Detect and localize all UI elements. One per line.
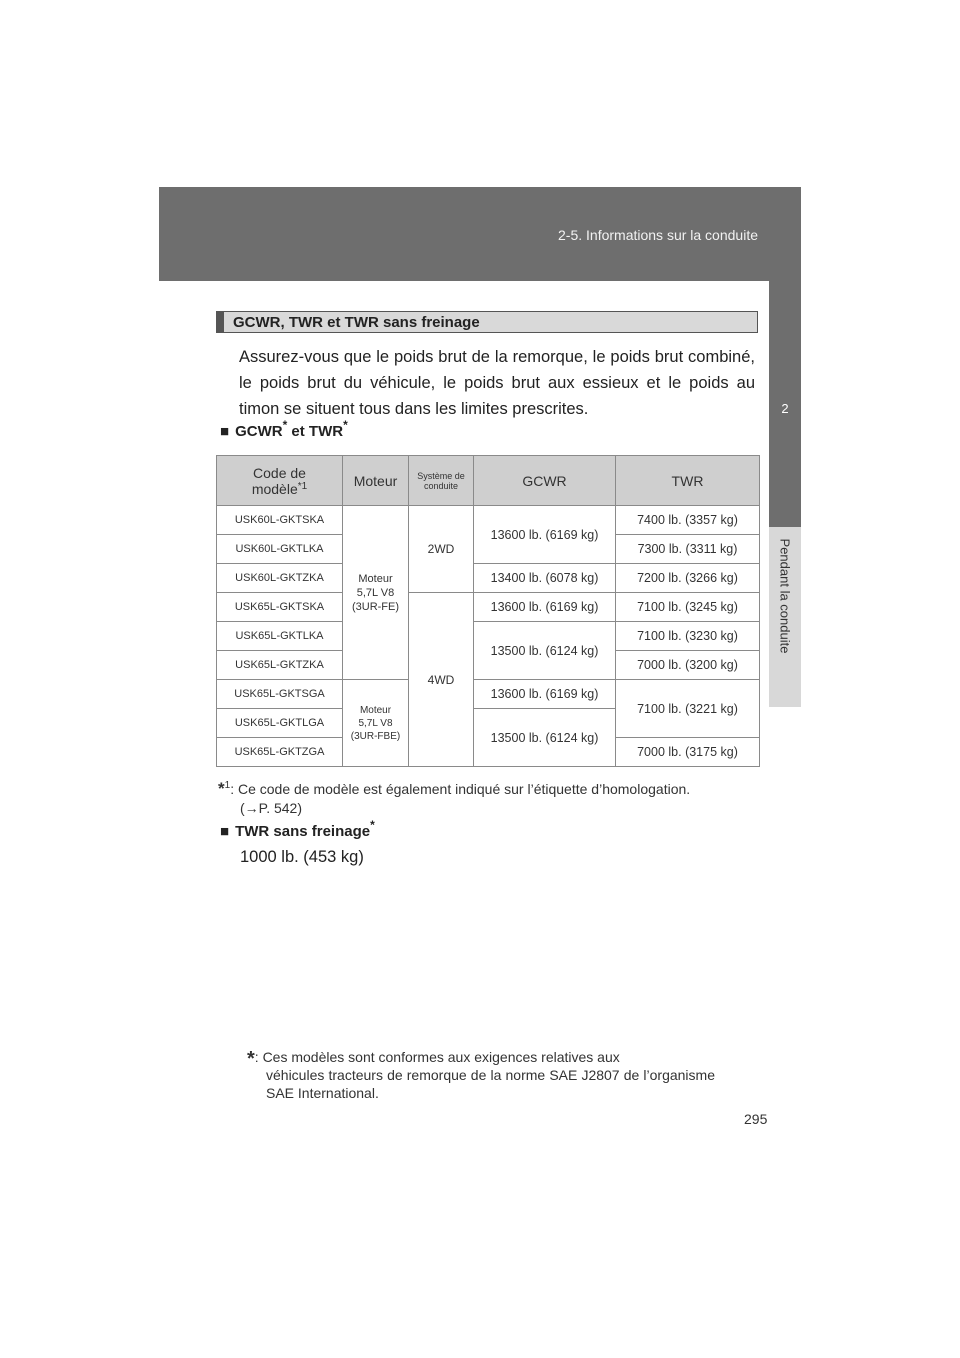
drive-cell: 4WD	[409, 593, 474, 767]
engine-line: (3UR-FE)	[351, 600, 400, 613]
engine-cell	[343, 506, 409, 680]
footnote-model-code	[218, 780, 758, 817]
engine-line: Moteur	[358, 572, 393, 585]
header-twr: TWR	[616, 456, 760, 506]
header-model-code-sup: *1	[297, 480, 308, 492]
subheading-text: TWR sans freinage	[235, 823, 371, 840]
footnote-sup: 1	[224, 780, 231, 791]
drive-cell: 2WD	[409, 506, 474, 593]
intro-paragraph: Assurez-vous que le poids brut de la remorque, le poids brut combiné, le poids brut du véhicule, le poids brut aux essieux et le poids au timon se situent tous dans les limites prescrites.	[239, 348, 755, 418]
gcwr-cell: 13600 lb. (6169 kg)	[474, 680, 616, 709]
model-code-cell: USK65L-GKTZKA	[217, 651, 343, 680]
model-code-cell: USK65L-GKTSKA	[217, 593, 343, 622]
header-model-code	[217, 456, 343, 506]
model-code-cell: USK60L-GKTZKA	[217, 564, 343, 593]
twr-cell: 7300 lb. (3311 kg)	[616, 535, 760, 564]
model-code-cell: USK60L-GKTLKA	[217, 535, 343, 564]
engine-cell	[343, 680, 409, 767]
engine-line: 5,7L V8	[358, 717, 393, 729]
gcwr-cell: 13400 lb. (6078 kg)	[474, 564, 616, 593]
engine-line: 5,7L V8	[356, 586, 395, 599]
page-reference-link[interactable]: (→P. 542)	[240, 800, 302, 816]
square-bullet-icon: ■	[220, 423, 230, 440]
header-model-code-line1: Code de	[253, 464, 306, 481]
gcwr-cell: 13500 lb. (6124 kg)	[474, 622, 616, 680]
section-title: GCWR, TWR et TWR sans freinage	[233, 314, 480, 331]
engine-line: Moteur	[359, 704, 392, 716]
chapter-tab-label: Pendant la conduite	[777, 538, 793, 654]
header-band	[159, 187, 801, 281]
twr-cell: 7400 lb. (3357 kg)	[616, 506, 760, 535]
subheading-gcwr-twr	[220, 418, 348, 440]
header-engine: Moteur	[343, 456, 409, 506]
model-code-cell: USK65L-GKTLGA	[217, 709, 343, 738]
header-model-code-line2: modèle	[251, 480, 298, 497]
asterisk-mark: *	[370, 818, 375, 832]
chapter-tab	[769, 281, 801, 527]
asterisk-mark: *	[218, 779, 225, 798]
twr-cell: 7000 lb. (3175 kg)	[616, 738, 760, 767]
twr-cell: 7100 lb. (3221 kg)	[616, 680, 760, 738]
table-row	[217, 593, 760, 622]
unbraked-twr-value: 1000 lb. (453 kg)	[240, 848, 364, 866]
table-row	[217, 506, 760, 535]
asterisk-mark: *	[343, 418, 348, 432]
twr-cell: 7100 lb. (3230 kg)	[616, 622, 760, 651]
note-text: : Ces modèles sont conformes aux exigences relatives aux	[254, 1049, 620, 1065]
gcwr-cell: 13600 lb. (6169 kg)	[474, 593, 616, 622]
twr-cell: 7000 lb. (3200 kg)	[616, 651, 760, 680]
subheading-text-gcwr: GCWR	[235, 423, 283, 440]
chapter-number: 2	[781, 401, 789, 416]
sae-note	[247, 1047, 715, 1102]
chapter-title: 2-5. Informations sur la conduite	[558, 227, 758, 243]
section-header	[216, 311, 758, 333]
table-row	[217, 564, 760, 593]
table-row	[217, 680, 760, 709]
model-code-cell: USK65L-GKTLKA	[217, 622, 343, 651]
header-drive-system: Système de conduite	[409, 456, 474, 506]
table-row	[217, 622, 760, 651]
asterisk-mark: *	[247, 1048, 255, 1070]
page-number: 295	[744, 1111, 768, 1127]
square-bullet-icon: ■	[220, 823, 230, 840]
note-text-continued: véhicules tracteurs de remorque de la norme SAE J2807 de l’organisme SAE International.	[266, 1067, 715, 1101]
engine-line: (3UR-FBE)	[350, 730, 401, 742]
footnote-text: : Ce code de modèle est également indiqué sur l’étiquette d’homologation.	[230, 781, 691, 797]
model-code-cell: USK65L-GKTZGA	[217, 738, 343, 767]
table-header-row	[217, 456, 760, 506]
subheading-text-twr: et TWR	[287, 423, 344, 440]
twr-cell: 7100 lb. (3245 kg)	[616, 593, 760, 622]
gcwr-cell: 13600 lb. (6169 kg)	[474, 506, 616, 564]
twr-cell: 7200 lb. (3266 kg)	[616, 564, 760, 593]
asterisk-mark: *	[282, 418, 288, 432]
subheading-twr-unbraked	[220, 818, 375, 840]
model-code-cell: USK60L-GKTSKA	[217, 506, 343, 535]
section-header-bar	[217, 312, 224, 332]
gcwr-twr-table	[216, 455, 760, 767]
header-gcwr: GCWR	[474, 456, 616, 506]
model-code-cell: USK65L-GKTSGA	[217, 680, 343, 709]
gcwr-cell: 13500 lb. (6124 kg)	[474, 709, 616, 767]
